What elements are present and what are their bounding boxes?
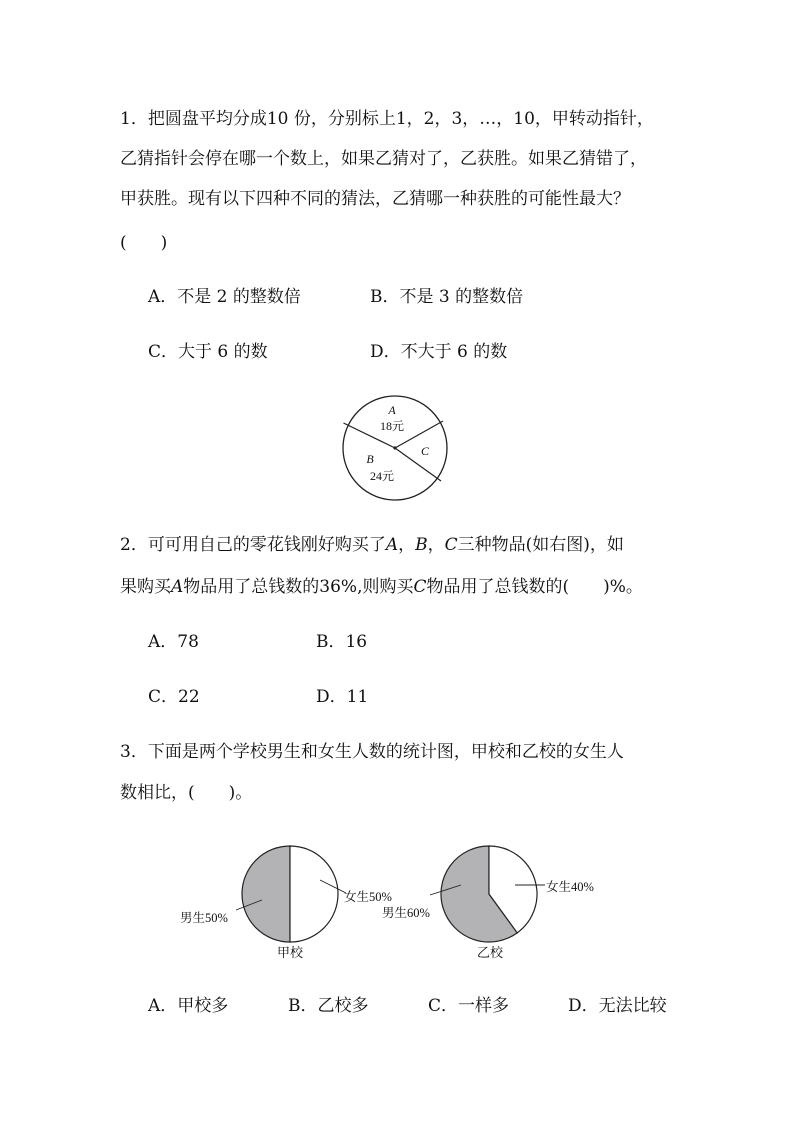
q3-line-1: 3．下面是两个学校男生和女生人数的统计图，甲校和乙校的女生人: [120, 742, 624, 762]
q3-pie-charts: [170, 838, 630, 968]
q2-sep-1: ，: [398, 535, 416, 555]
q2-var-b: B: [415, 535, 428, 555]
q2-line-2: [120, 576, 643, 598]
q2-line-2-mid: 物品用了总钱数的36%,则购买: [183, 577, 414, 597]
q1-option-c: C．大于 6 的数: [148, 342, 268, 362]
q2-line-1-pre: 2．可可用自己的零花钱刚好购买了: [120, 535, 386, 555]
pie-chart-jia: [180, 846, 392, 960]
q2-line-2-var-c: C: [413, 577, 427, 597]
q2-label-c: C: [420, 444, 430, 458]
q2-option-a: A．78: [148, 632, 199, 652]
q2-option-c: C．22: [148, 687, 200, 707]
jia-boys-slice: [242, 846, 290, 942]
q2-line-2-pre: 果购买: [120, 577, 171, 597]
q3-option-a: A．甲校多: [148, 996, 229, 1016]
q2-sep-2: ，: [427, 535, 445, 555]
q1-option-d: D．不大于 6 的数: [370, 342, 508, 362]
q3-option-c: C．一样多: [428, 996, 510, 1016]
q3-option-d: D．无法比较: [568, 996, 667, 1016]
q1-option-a: A．不是 2 的整数倍: [148, 287, 301, 307]
q2-var-a: A: [385, 535, 399, 555]
yi-school-label: 乙校: [476, 945, 504, 960]
yi-boys-label: 男生60%: [382, 906, 430, 920]
jia-school-label: 甲校: [276, 945, 304, 960]
q2-line-2-var-a: A: [171, 577, 184, 597]
q1-option-b: B．不是 3 的整数倍: [370, 287, 524, 307]
yi-girls-label: 女生40%: [546, 880, 594, 894]
q2-center-dot: [393, 446, 396, 449]
jia-girls-slice: [290, 846, 338, 942]
q2-amount-a: 18元: [379, 419, 405, 433]
q2-line-1: [120, 534, 624, 556]
q2-amount-b: 24元: [369, 469, 395, 483]
q2-line-1-post: 三种物品(如右图)，如: [457, 535, 624, 555]
jia-boys-label: 男生50%: [180, 911, 228, 925]
jia-girls-label: 女生50%: [344, 890, 392, 904]
q2-var-c: C: [444, 535, 458, 555]
q3-option-b: B．乙校多: [288, 996, 369, 1016]
pie-chart-yi: [382, 846, 594, 960]
q1-line-2: 乙猜指针会停在哪一个数上，如果乙猜对了，乙获胜。如果乙猜错了，: [120, 149, 647, 169]
q2-label-b: B: [366, 452, 374, 466]
q1-line-1: 1．把圆盘平均分成10 份，分别标上1，2，3，…，10，甲转动指针，: [120, 109, 654, 129]
q2-option-d: D．11: [316, 687, 369, 707]
q2-label-a: A: [388, 403, 396, 417]
q2-line-2-post: 物品用了总钱数的( )%。: [426, 577, 643, 597]
q1-line-3: 甲获胜。现有以下四种不同的猜法，乙猜哪一种获胜的可能性最大？: [120, 189, 630, 209]
q2-circle-figure: [340, 392, 450, 504]
q2-option-b: B．16: [316, 632, 368, 652]
q3-line-2: 数相比，( )。: [120, 783, 253, 803]
q1-answer-blank: ( ): [120, 233, 168, 253]
